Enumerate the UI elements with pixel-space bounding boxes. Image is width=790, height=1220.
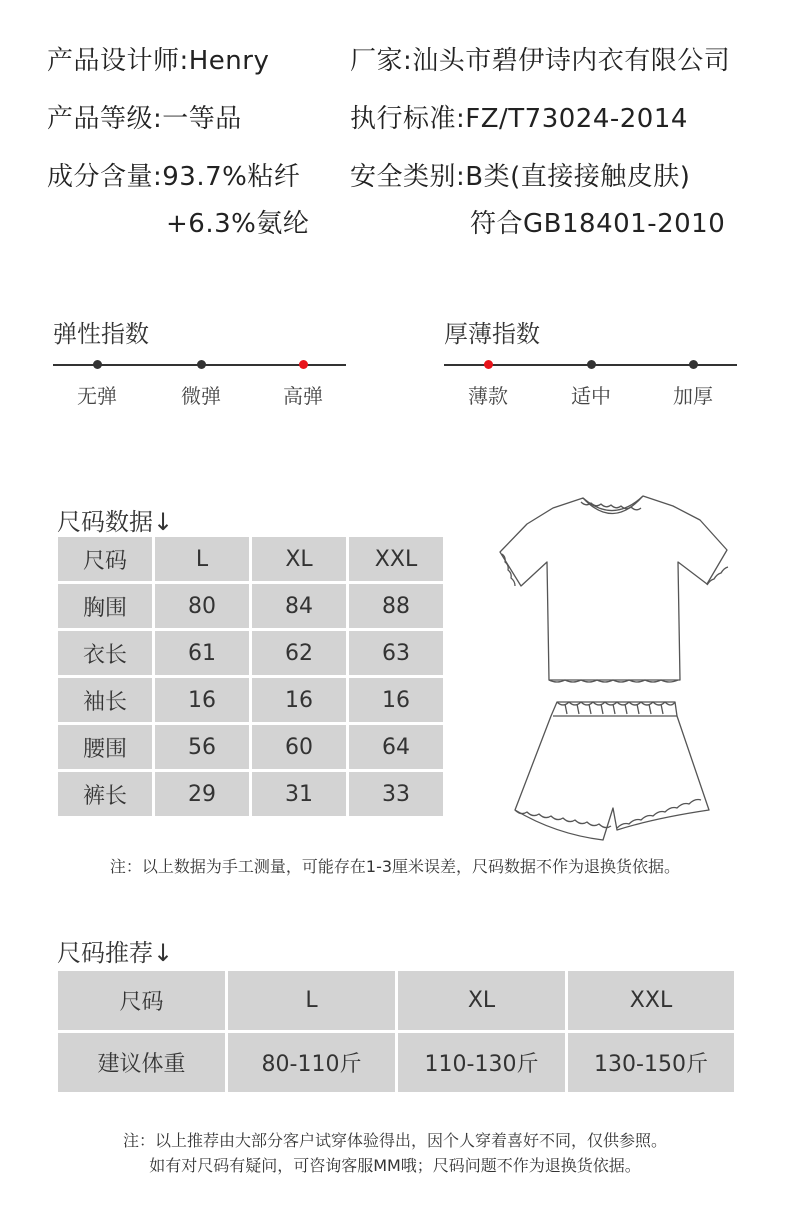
- elasticity-label-slight: 微弹: [181, 384, 221, 408]
- table-row: [58, 631, 443, 675]
- safety-text: 安全类别:B类(直接接触皮肤): [350, 162, 691, 192]
- table-cell: 16: [155, 678, 249, 722]
- table-cell: 88: [349, 584, 443, 628]
- tshirt-sketch: [500, 496, 727, 680]
- table-row: [58, 678, 443, 722]
- table-cell: 80: [155, 584, 249, 628]
- size-header-cell: XL: [252, 537, 346, 581]
- row-label: 袖长: [58, 678, 152, 722]
- recommend-header-cell: 尺码: [58, 971, 225, 1030]
- table-cell: 110-130斤: [398, 1033, 565, 1092]
- table-cell: 29: [155, 772, 249, 816]
- table-row: [58, 1033, 734, 1092]
- shorts-sketch: [515, 702, 709, 840]
- thickness-label-medium: 适中: [571, 384, 611, 408]
- table-cell: 63: [349, 631, 443, 675]
- thickness-title: 厚薄指数: [444, 320, 540, 348]
- standard-text: 执行标准:FZ/T73024-2014: [350, 104, 688, 134]
- recommend-header-cell: L: [228, 971, 395, 1030]
- thickness-dot-thin: [484, 360, 493, 369]
- size-data-table: [55, 534, 446, 819]
- row-label: 裤长: [58, 772, 152, 816]
- elasticity-label-none: 无弹: [77, 384, 117, 408]
- recommend-header-row: [58, 971, 734, 1030]
- elasticity-label-high: 高弹: [283, 384, 323, 408]
- size-header-row: [58, 537, 443, 581]
- table-cell: 80-110斤: [228, 1033, 395, 1092]
- table-cell: 64: [349, 725, 443, 769]
- row-label: 胸围: [58, 584, 152, 628]
- table-cell: 62: [252, 631, 346, 675]
- size-recommend-note-1: 注：以上推荐由大部分客户试穿体验得出，因个人穿着喜好不同，仅供参照。: [122, 1131, 667, 1150]
- table-row: [58, 772, 443, 816]
- table-cell: 84: [252, 584, 346, 628]
- row-label: 腰围: [58, 725, 152, 769]
- table-cell: 56: [155, 725, 249, 769]
- row-label: 建议体重: [58, 1033, 225, 1092]
- composition-text-2: +6.3%氨纶: [166, 209, 310, 239]
- recommend-header-cell: XL: [398, 971, 565, 1030]
- table-row: [58, 725, 443, 769]
- elasticity-title: 弹性指数: [53, 320, 149, 348]
- recommend-header-cell: XXL: [568, 971, 734, 1030]
- size-header-cell: 尺码: [58, 537, 152, 581]
- composition-text: 成分含量:93.7%粘纤: [47, 162, 301, 192]
- size-header-cell: L: [155, 537, 249, 581]
- table-cell: 130-150斤: [568, 1033, 734, 1092]
- size-data-title: 尺码数据↓: [57, 508, 174, 536]
- row-label: 衣长: [58, 631, 152, 675]
- grade-text: 产品等级:一等品: [47, 104, 242, 134]
- table-cell: 31: [252, 772, 346, 816]
- thickness-dot-medium: [587, 360, 596, 369]
- factory-text: 厂家:汕头市碧伊诗内衣有限公司: [350, 46, 731, 76]
- safety-text-2: 符合GB18401-2010: [470, 209, 726, 239]
- table-cell: 16: [252, 678, 346, 722]
- elasticity-dot-high: [299, 360, 308, 369]
- thickness-dot-thick: [689, 360, 698, 369]
- elasticity-dot-slight: [197, 360, 206, 369]
- elasticity-dot-none: [93, 360, 102, 369]
- size-data-note: 注：以上数据为手工测量，可能存在1-3厘米误差，尺码数据不作为退换货依据。: [109, 857, 681, 876]
- size-recommend-note-2: 如有对尺码有疑问，可咨询客服MM哦；尺码问题不作为退换货依据。: [149, 1156, 641, 1175]
- thickness-label-thin: 薄款: [468, 384, 508, 408]
- size-recommend-table: [55, 968, 737, 1095]
- table-cell: 16: [349, 678, 443, 722]
- thickness-label-thick: 加厚: [673, 384, 713, 408]
- table-cell: 61: [155, 631, 249, 675]
- table-cell: 33: [349, 772, 443, 816]
- table-cell: 60: [252, 725, 346, 769]
- size-header-cell: XXL: [349, 537, 443, 581]
- garment-illustration: [495, 490, 735, 850]
- table-row: [58, 584, 443, 628]
- designer-text: 产品设计师:Henry: [47, 46, 270, 76]
- size-recommend-title: 尺码推荐↓: [57, 939, 174, 967]
